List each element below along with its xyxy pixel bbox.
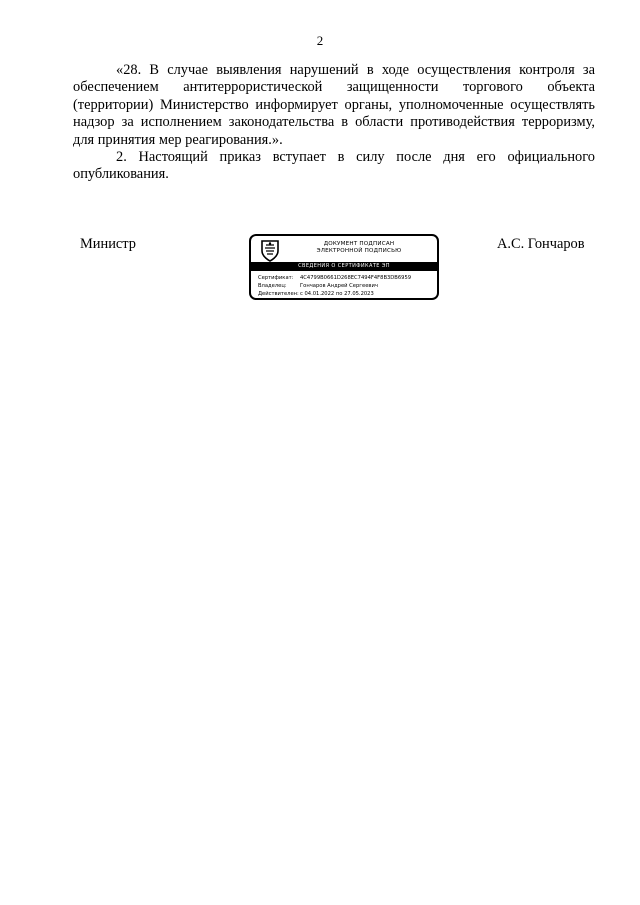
paragraph-effective-date: 2. Настоящий приказ вступает в силу после дня его официального опубликования.: [73, 149, 595, 183]
coat-of-arms-icon: [259, 239, 281, 263]
page-number: 2: [316, 33, 324, 48]
stamp-header-line: ЭЛЕКТРОННОЙ ПОДПИСЬЮ: [316, 248, 402, 254]
document-body: [73, 62, 595, 184]
stamp-certificate-band: СВЕДЕНИЯ О СЕРТИФИКАТЕ ЭП: [251, 262, 437, 271]
stamp-owner-label: Владелец:: [258, 283, 287, 289]
stamp-certificate-value: 4C4799B0661D268EC7494F4F8B3DB6959: [300, 275, 412, 281]
stamp-certificate-row: [258, 274, 411, 282]
stamp-validity-label: Действителен:: [258, 291, 299, 297]
stamp-validity-row: [258, 290, 411, 298]
stamp-owner-row: [258, 282, 411, 290]
stamp-owner-value: Гончаров Андрей Сергеевич: [300, 283, 378, 289]
signature-block: [0, 232, 640, 312]
stamp-certificate-label: Сертификат:: [258, 275, 294, 281]
signatory-title: Министр: [80, 236, 136, 252]
stamp-header: [285, 241, 433, 255]
stamp-details: [258, 274, 411, 298]
paragraph-amendment: «28. В случае выявления нарушений в ходе осуществления контроля за обеспечением антитеррористической защищенности торгового объекта (территории) Министерство информирует органы, уполномоченные осуществлять надзор за исполнением законодательства в области противодействия терроризму, для принятия мер реагирования.».: [73, 62, 595, 148]
signatory-name: А.С. Гончаров: [497, 236, 585, 252]
electronic-signature-stamp: [249, 234, 439, 300]
stamp-validity-value: с 04.01.2022 по 27.05.2023: [300, 291, 374, 297]
stamp-header-line: ДОКУМЕНТ ПОДПИСАН: [323, 241, 395, 247]
